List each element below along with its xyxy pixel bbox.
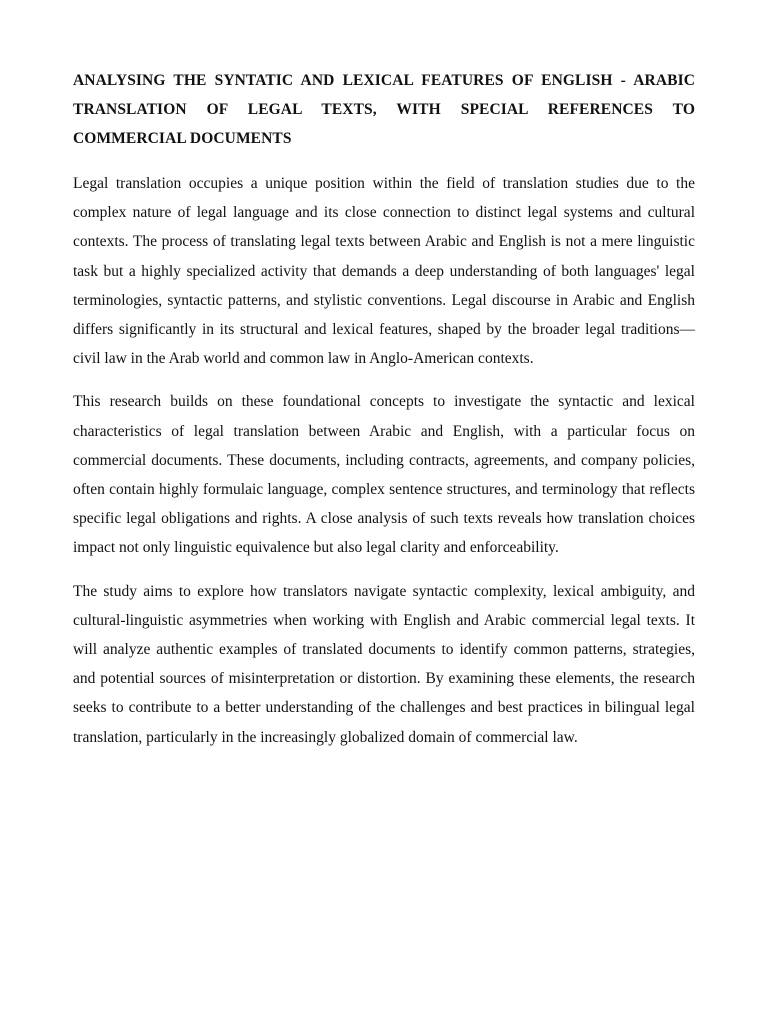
paragraph-study-aims: The study aims to explore how translators navigate syntactic complexity, lexical ambiguity, and cultural-linguistic asymmetries when working with English and Arabic commercial legal texts. It will analyze authentic examples of translated documents to identify common patterns, strategies, and potential sources of misinterpretation or distortion. By examining these elements, the research seeks to contribute to a better understanding of the challenges and best practices in bilingual legal translation, particularly in the increasingly globalized domain of commercial law. xyxy=(73,582,695,746)
paragraph-research-focus: This research builds on these foundational concepts to investigate the syntactic and lexical characteristics of legal translation between Arabic and English, with a particular focus on commercial documents. These documents, including contracts, agreements, and company policies, often contain highly formulaic language, complex sentence structures, and terminology that reflects specific legal obligations and rights. A close analysis of such texts reveals how translation choices impact not only linguistic equivalence but also legal clarity and enforceability. xyxy=(73,393,695,557)
document-content xyxy=(73,66,695,766)
document-title: ANALYSING THE SYNTATIC AND LEXICAL FEATURES OF ENGLISH - ARABIC TRANSLATION OF LEGAL TEXTS, WITH SPECIAL REFERENCES TO COMMERCIAL DOCUMENTS xyxy=(73,72,695,147)
paragraph-intro: Legal translation occupies a unique position within the field of translation studies due to the complex nature of legal language and its close connection to distinct legal systems and cultural contexts. The process of translating legal texts between Arabic and English is not a mere linguistic task but a highly specialized activity that demands a deep understanding of both languages' legal terminologies, syntactic patterns, and stylistic conventions. Legal discourse in Arabic and English differs significantly in its structural and lexical features, shaped by the broader legal traditions—civil law in the Arab world and common law in Anglo-American contexts. xyxy=(73,175,695,368)
